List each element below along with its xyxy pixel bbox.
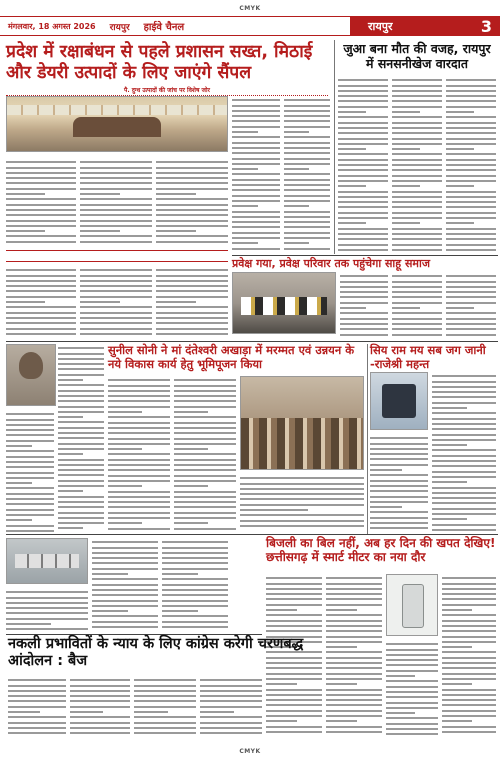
murder-column-3: [446, 76, 496, 252]
inspection-photo: [6, 538, 88, 584]
lead-column-3: [156, 158, 228, 246]
lead-column-5: [284, 96, 330, 252]
bhoomipujan-photo: [240, 376, 364, 470]
lead-column-2: [80, 158, 152, 246]
murder-column-2: [392, 76, 442, 252]
sweet-shop-photo: [6, 96, 228, 152]
sahu-headline: प्रवेक्ष गया, प्रवेक्ष परिवार तक पहुंचेगा साहू समाज: [232, 257, 430, 270]
congress-column-1: [8, 676, 66, 738]
congress-column-3: [134, 676, 196, 738]
bijli-column-2: [326, 574, 382, 738]
bijli-headline: बिजली का बिल नहीं, अब हर दिन की खपत देखिए! छत्तीसगढ़ में स्मार्ट मीटर का नया दौर: [266, 536, 496, 565]
soni-column-2: [174, 376, 236, 532]
section-rule-2: [6, 341, 498, 342]
left-column-b: [92, 538, 158, 632]
lead-headline: प्रदेश में रक्षाबंधन से पहले प्रशासन सख्त, मिठाई और डेयरी उत्पादों के लिए जाएंगे सैंपल: [6, 42, 313, 83]
section-rule: [232, 255, 498, 256]
congress-column-4: [200, 676, 262, 738]
section-banner: [350, 16, 500, 36]
issue-date: मंगलवार, 18 अगस्त 2026: [8, 21, 96, 31]
lead-column-8: [156, 266, 228, 338]
masthead: [0, 16, 500, 36]
portrait-photo: [6, 344, 56, 406]
sahu-column-1: [340, 272, 388, 338]
column-rule: [334, 40, 335, 254]
sanyal-column-2: [370, 434, 428, 532]
murder-column-1: [338, 76, 388, 252]
cmyk-marks-bottom: CMYK: [239, 747, 261, 755]
sanyal-headline: सिय राम मय सब जग जानी -राजेश्री महन्त: [370, 343, 486, 371]
sanyal-column-1: [432, 372, 496, 532]
side-column-left: [6, 410, 54, 532]
section-rule-4: [6, 634, 262, 635]
section-rule-3: [6, 534, 498, 535]
lead-column-7: [80, 266, 152, 338]
bijli-column-4: [386, 640, 438, 738]
bijli-column-3: [442, 574, 496, 738]
sahu-column-3: [446, 272, 496, 338]
murder-headline: जुआ बना मौत की वजह, रायपुर में सनसनीखेज वारदात: [343, 41, 491, 71]
side-column: [58, 344, 104, 532]
section-name: रायपुर: [368, 19, 393, 33]
left-column-a: [6, 588, 88, 632]
congress-headline: नकली प्रभावितों के न्याय के लिए कांग्रेस करेगी चरणबद्ध आंदोलन : बैज: [8, 636, 304, 670]
bottom-registration-strip: [0, 745, 500, 757]
samaj-meeting-photo: [232, 272, 336, 334]
speaker-photo: [370, 372, 428, 430]
lead-subhead: पै. दुग्ध उत्पादों की जांच पर विशेष जोर: [6, 86, 328, 96]
cmyk-marks: CMYK: [239, 4, 261, 12]
left-column-c: [162, 538, 228, 632]
edition-city: रायपुर: [109, 22, 130, 33]
color-registration-strip: [0, 0, 500, 16]
soni-column-3: [240, 474, 364, 532]
soni-headline: सुनील सोनी ने मां दंतेश्वरी अखाड़ा में मरम्मत एवं उन्नयन के नये विकास कार्य हेतु भूमिपूजन किया: [108, 343, 355, 371]
congress-column-2: [70, 676, 130, 738]
page-number: 3: [480, 16, 492, 36]
lead-column-4: [232, 96, 280, 252]
lead-strip-line: [6, 250, 228, 262]
column-rule-2: [367, 344, 368, 534]
masthead-left: [0, 16, 350, 36]
lead-column-6: [6, 266, 76, 338]
smart-meter-photo: [386, 574, 438, 636]
sahu-column-2: [392, 272, 442, 338]
newspaper-brand: हाईवे चैनल: [143, 22, 185, 33]
soni-column-1: [108, 376, 170, 532]
lead-column-1: [6, 158, 76, 246]
